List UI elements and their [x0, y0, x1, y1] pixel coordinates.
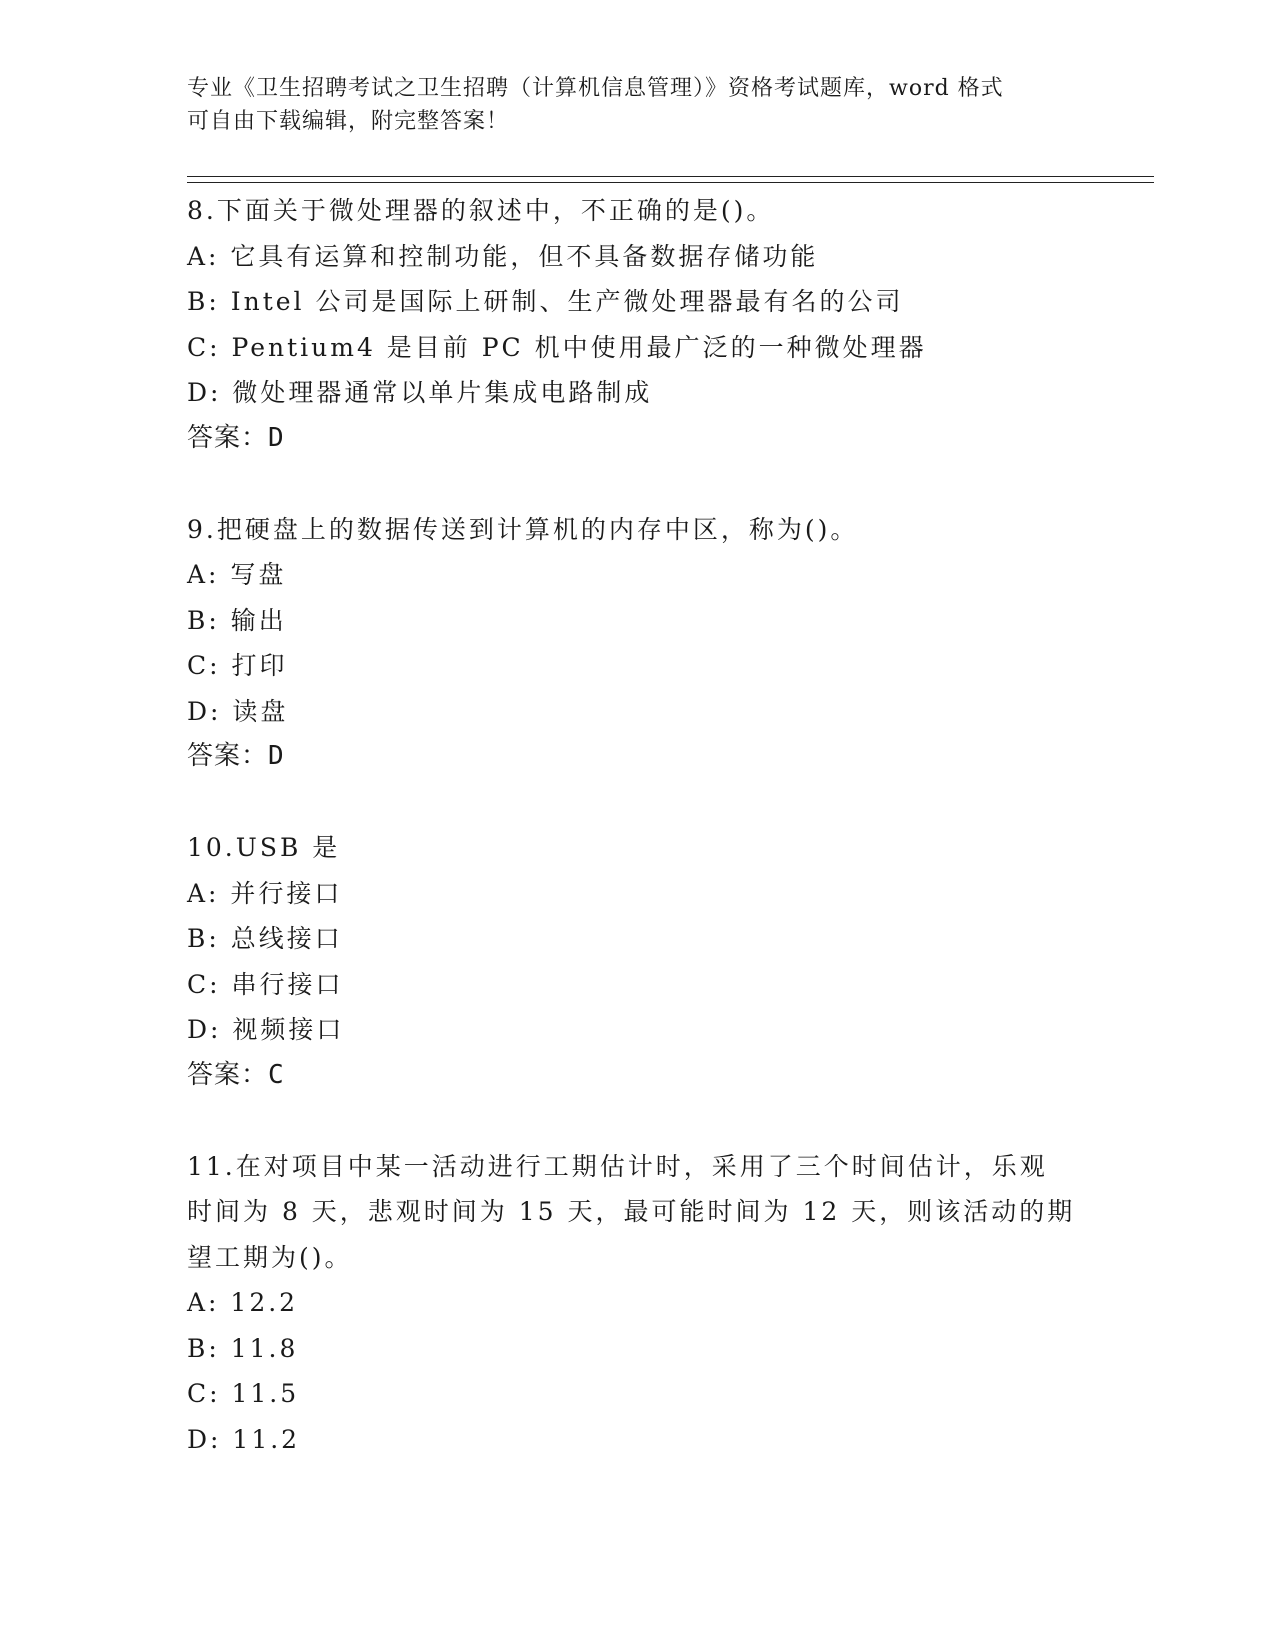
- document-header: [187, 72, 1087, 138]
- spacer: [187, 461, 1087, 507]
- option-a: A: 并行接口: [187, 878, 343, 908]
- answer-label: 答案：D: [187, 741, 285, 771]
- option-b: B: 输出: [187, 605, 287, 635]
- question-item: [187, 188, 1087, 461]
- option-d: D: 读盘: [187, 696, 289, 726]
- option-c: C: 串行接口: [187, 969, 344, 999]
- header-line-1: 专业《卫生招聘考试之卫生招聘（计算机信息管理）》资格考试题库，word 格式: [187, 76, 1004, 101]
- answer-label: 答案：C: [187, 1059, 285, 1090]
- spacer: [187, 780, 1087, 826]
- header-divider-top: [187, 176, 1154, 177]
- option-a: A: 写盘: [187, 560, 287, 589]
- option-b: B: Intel 公司是国际上研制、生产微处理器最有名的公司: [187, 287, 904, 316]
- option-c: C: 11.5: [187, 1379, 300, 1408]
- question-list: [187, 188, 1087, 1462]
- option-b: B: 11.8: [187, 1333, 299, 1363]
- option-d: D: 11.2: [187, 1424, 301, 1454]
- option-a: A: 它具有运算和控制功能，但不具备数据存储功能: [187, 241, 819, 271]
- option-b: B: 总线接口: [187, 924, 343, 953]
- question-stem-line-2: 时间为 8 天，悲观时间为 15 天，最可能时间为 12 天，则该活动的期: [187, 1197, 1076, 1226]
- question-stem: 10.USB 是: [187, 833, 341, 862]
- question-stem-line-3: 望工期为()。: [187, 1242, 353, 1272]
- question-item: [187, 507, 1087, 780]
- option-c: C: Pentium4 是目前 PC 机中使用最广泛的一种微处理器: [187, 332, 927, 362]
- header-divider-bottom: [187, 182, 1154, 183]
- option-d: D: 微处理器通常以单片集成电路制成: [187, 378, 653, 407]
- question-item: [187, 825, 1087, 1098]
- header-line-2: 可自由下载编辑，附完整答案！: [187, 109, 510, 134]
- option-a: A: 12.2: [187, 1288, 299, 1317]
- question-item: [187, 1144, 1087, 1463]
- option-d: D: 视频接口: [187, 1015, 345, 1044]
- question-stem-line-1: 11.在对项目中某一活动进行工期估计时，采用了三个时间估计，乐观: [187, 1151, 1048, 1181]
- question-stem: 8.下面关于微处理器的叙述中，不正确的是()。: [187, 196, 775, 225]
- spacer: [187, 1098, 1087, 1144]
- option-c: C: 打印: [187, 651, 288, 680]
- answer-label: 答案：D: [187, 422, 285, 453]
- question-stem: 9.把硬盘上的数据传送到计算机的内存中区，称为()。: [187, 514, 859, 544]
